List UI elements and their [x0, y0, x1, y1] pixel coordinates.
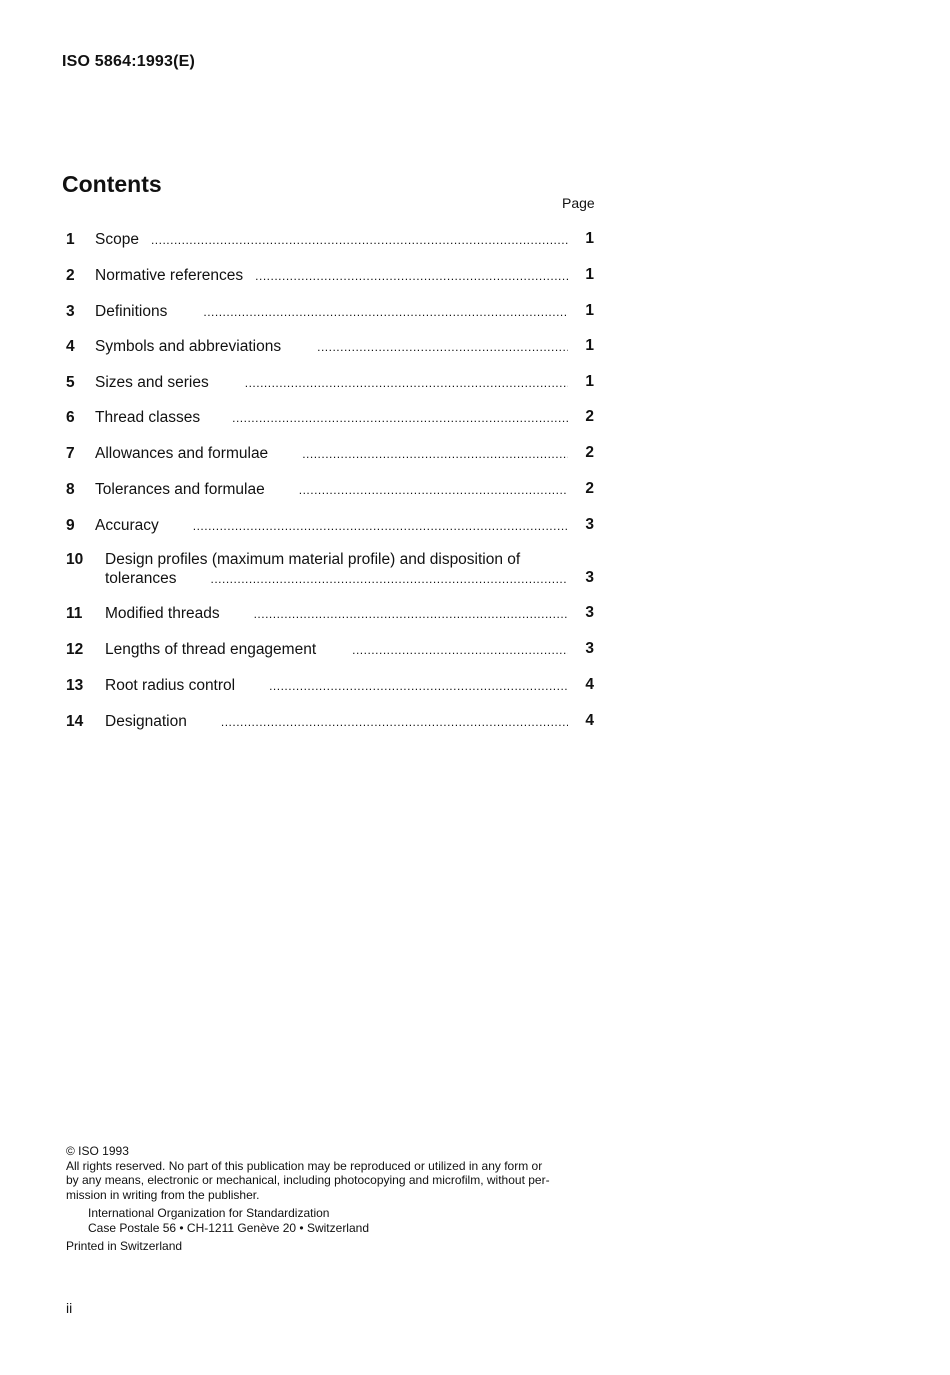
- toc-entry-page: 3: [585, 604, 594, 621]
- toc-leader: [151, 233, 568, 247]
- toc-entry-page: 2: [585, 408, 594, 425]
- toc-entry-title: Design profiles (maximum material profile) and disposition of: [105, 551, 521, 568]
- toc-entry-title: Sizes and series: [95, 374, 209, 391]
- toc-entry-number: 2: [66, 267, 75, 284]
- toc-entry-page: 1: [585, 337, 594, 354]
- rights-text: All rights reserved. No part of this publication may be reproduced or utilized in any form or: [66, 1158, 543, 1173]
- rights-text: by any means, electronic or mechanical, including photocopying and microfilm, without per-: [66, 1173, 550, 1187]
- document-id: ISO 5864:1993(E): [62, 53, 196, 70]
- toc-leader: [352, 643, 568, 657]
- toc-entry-page: 3: [585, 640, 594, 657]
- toc-entry-number: 3: [66, 303, 75, 320]
- toc-entry-number: 11: [66, 605, 83, 622]
- rights-text: mission in writing from the publisher.: [66, 1187, 260, 1202]
- organization-address: Case Postale 56 • CH-1211 Genève 20 • Switzerland: [88, 1220, 369, 1235]
- toc-entry-number: 6: [66, 409, 75, 426]
- copyright-line: © ISO 1993: [66, 1144, 129, 1158]
- toc-entry[interactable]: [66, 551, 594, 591]
- toc-entry-number: 13: [66, 677, 84, 694]
- toc-entry-title: Thread classes: [95, 409, 201, 426]
- toc-entry-page: 3: [585, 516, 594, 533]
- toc-entry-page: 1: [585, 373, 594, 390]
- toc-entry-page: 4: [585, 676, 594, 693]
- printed-in: Printed in Switzerland: [66, 1239, 183, 1253]
- toc-entry-page: 1: [585, 266, 594, 283]
- contents-title: Contents: [62, 171, 162, 197]
- toc-entry-number: 14: [66, 713, 84, 730]
- toc-entry-title: Designation: [105, 713, 187, 730]
- toc-leader: [232, 411, 568, 425]
- toc-entry-title: Allowances and formulae: [95, 445, 269, 462]
- toc-entry-number: 5: [66, 374, 75, 391]
- toc-entry-number: 1: [66, 231, 75, 248]
- toc-leader: [203, 305, 568, 319]
- toc-entry-title: Tolerances and formulae: [95, 481, 265, 498]
- toc-entry-number: 8: [66, 481, 75, 498]
- toc-leader: [302, 447, 568, 461]
- toc-entry-page: 1: [585, 302, 594, 319]
- toc-entry-number: 7: [66, 445, 75, 462]
- toc-leader: [255, 269, 568, 283]
- toc-leader: [269, 679, 568, 693]
- toc-entry-number: 12: [66, 641, 84, 658]
- toc-entry-number: 4: [66, 338, 75, 355]
- toc-entry-page: 1: [585, 230, 594, 247]
- toc-leader: [193, 519, 568, 533]
- toc-entry-title: Scope: [95, 231, 139, 248]
- toc-leader: [254, 607, 568, 621]
- copyright-notice: [66, 1144, 606, 1254]
- toc-entry-page: 3: [585, 569, 594, 586]
- toc-leader: [221, 715, 568, 729]
- toc-entry-title: Accuracy: [95, 517, 159, 534]
- toc-entry-page: 2: [585, 480, 594, 497]
- toc-entry-title: Definitions: [95, 303, 168, 320]
- toc-leader: [245, 376, 568, 390]
- toc-leader: [317, 340, 568, 354]
- toc-entry-title: Symbols and abbreviations: [95, 338, 282, 355]
- toc-entry-title: Normative references: [95, 267, 244, 284]
- toc-entry-number: 9: [66, 517, 75, 534]
- page-number: ii: [66, 1300, 73, 1316]
- toc-entry-page: 4: [585, 712, 594, 729]
- toc-entry-title: Root radius control: [105, 677, 236, 694]
- toc-entry-title: Lengths of thread engagement: [105, 641, 317, 658]
- toc-leader: [299, 483, 568, 497]
- toc-entry-page: 2: [585, 444, 594, 461]
- toc-entry-title: Modified threads: [105, 605, 220, 622]
- toc-entry-title-continued: tolerances: [105, 570, 177, 587]
- toc-entry-number: 10: [66, 551, 84, 568]
- organization-name: International Organization for Standardization: [88, 1206, 330, 1220]
- toc-leader: [211, 572, 568, 586]
- page-column-heading: Page: [562, 195, 595, 211]
